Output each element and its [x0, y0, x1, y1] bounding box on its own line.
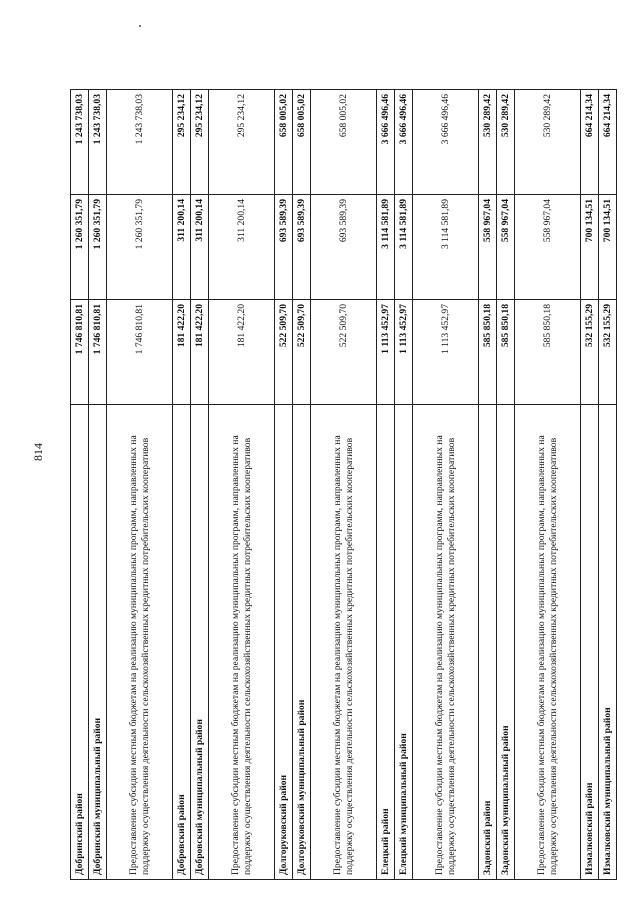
cell-name: Задонский район	[479, 405, 497, 880]
cell-value-3: 1 243 738,03	[89, 90, 107, 195]
cell-value-3: 3 666 496,46	[395, 90, 413, 195]
cell-value-3: 295 234,12	[173, 90, 191, 195]
cell-value-1: 522 509,70	[311, 300, 377, 405]
cell-value-3: 295 234,12	[209, 90, 275, 195]
cell-value-1: 181 422,20	[209, 300, 275, 405]
table-row-district	[581, 90, 599, 880]
cell-value-3: 3 666 496,46	[377, 90, 395, 195]
cell-value-3: 658 005,02	[275, 90, 293, 195]
cell-value-1: 181 422,20	[191, 300, 209, 405]
cell-value-2: 311 200,14	[191, 195, 209, 300]
table-row-district	[89, 90, 107, 880]
cell-value-3: 658 005,02	[293, 90, 311, 195]
cell-name: Елецкий район	[377, 405, 395, 880]
cell-value-3: 1 243 738,03	[71, 90, 89, 195]
table-body	[71, 90, 617, 880]
cell-value-1: 522 509,70	[293, 300, 311, 405]
cell-name: Елецкий муниципальный район	[395, 405, 413, 880]
page-number: 814	[31, 443, 45, 461]
table-row-district	[293, 90, 311, 880]
cell-name: Добровский муниципальный район	[191, 405, 209, 880]
cell-value-2: 311 200,14	[209, 195, 275, 300]
table-row-description	[515, 90, 581, 880]
cell-value-2: 693 589,39	[293, 195, 311, 300]
cell-value-1: 532 155,29	[599, 300, 617, 405]
table-row-district	[599, 90, 617, 880]
cell-value-3: 530 289,42	[515, 90, 581, 195]
cell-name: Предоставление субсидии местным бюджетам на реализацию муниципальных программ, направленных на поддержку осуществления деятельности сельскохозяйственных кредитных потребительских кооперативов	[413, 405, 479, 880]
cell-value-2: 1 260 351,79	[89, 195, 107, 300]
cell-value-1: 1 746 810,81	[89, 300, 107, 405]
table-row-district	[173, 90, 191, 880]
cell-value-2: 700 134,51	[599, 195, 617, 300]
cell-value-1: 1 746 810,81	[107, 300, 173, 405]
cell-name: Измалковский район	[581, 405, 599, 880]
table-row-district	[395, 90, 413, 880]
cell-name: Долгоруковский район	[275, 405, 293, 880]
cell-name: Предоставление субсидии местным бюджетам на реализацию муниципальных программ, направленных на поддержку осуществления деятельности сельскохозяйственных кредитных потребительских кооперативов	[107, 405, 173, 880]
table-row-district	[479, 90, 497, 880]
cell-value-3: 664 214,34	[599, 90, 617, 195]
cell-name: Добринский район	[71, 405, 89, 880]
cell-value-1: 1 113 452,97	[377, 300, 395, 405]
rotated-table-area	[70, 90, 613, 880]
cell-value-2: 558 967,04	[479, 195, 497, 300]
table-row-district	[377, 90, 395, 880]
table-row-description	[107, 90, 173, 880]
cell-value-1: 1 113 452,97	[413, 300, 479, 405]
cell-value-1: 585 850,18	[515, 300, 581, 405]
cell-name: Добровский район	[173, 405, 191, 880]
cell-value-1: 522 509,70	[275, 300, 293, 405]
cell-value-2: 3 114 581,89	[395, 195, 413, 300]
cell-value-2: 3 114 581,89	[413, 195, 479, 300]
table-row-description	[311, 90, 377, 880]
table-row-district	[191, 90, 209, 880]
budget-table	[70, 89, 617, 880]
cell-value-1: 585 850,18	[497, 300, 515, 405]
cell-value-1: 181 422,20	[173, 300, 191, 405]
cell-value-2: 1 260 351,79	[107, 195, 173, 300]
table-rotator	[70, 90, 613, 880]
cell-name: Предоставление субсидии местным бюджетам на реализацию муниципальных программ, направленных на поддержку осуществления деятельности сельскохозяйственных кредитных потребительских кооперативов	[311, 405, 377, 880]
scan-speck	[139, 25, 141, 27]
table-row-district	[275, 90, 293, 880]
cell-value-1: 532 155,29	[581, 300, 599, 405]
cell-value-3: 3 666 496,46	[413, 90, 479, 195]
table-row-description	[209, 90, 275, 880]
cell-name: Измалковский муниципальный район	[599, 405, 617, 880]
cell-value-2: 558 967,04	[497, 195, 515, 300]
cell-value-2: 3 114 581,89	[377, 195, 395, 300]
table-row-description	[413, 90, 479, 880]
cell-name: Предоставление субсидии местным бюджетам на реализацию муниципальных программ, направленных на поддержку осуществления деятельности сельскохозяйственных кредитных потребительских кооперативов	[209, 405, 275, 880]
cell-value-3: 658 005,02	[311, 90, 377, 195]
cell-value-2: 311 200,14	[173, 195, 191, 300]
cell-value-3: 295 234,12	[191, 90, 209, 195]
cell-name: Предоставление субсидии местным бюджетам на реализацию муниципальных программ, направленных на поддержку осуществления деятельности сельскохозяйственных кредитных потребительских кооперативов	[515, 405, 581, 880]
cell-value-2: 1 260 351,79	[71, 195, 89, 300]
cell-name: Долгоруковский муниципальный район	[293, 405, 311, 880]
cell-value-1: 1 113 452,97	[395, 300, 413, 405]
cell-value-2: 558 967,04	[515, 195, 581, 300]
cell-value-3: 1 243 738,03	[107, 90, 173, 195]
table-row-district	[71, 90, 89, 880]
cell-value-3: 664 214,34	[581, 90, 599, 195]
cell-value-2: 693 589,39	[275, 195, 293, 300]
table-row-district	[497, 90, 515, 880]
cell-name: Добринский муниципальный район	[89, 405, 107, 880]
cell-value-3: 530 289,42	[497, 90, 515, 195]
cell-value-2: 700 134,51	[581, 195, 599, 300]
cell-value-1: 1 746 810,81	[71, 300, 89, 405]
cell-name: Задонский муниципальный район	[497, 405, 515, 880]
cell-value-1: 585 850,18	[479, 300, 497, 405]
cell-value-3: 530 289,42	[479, 90, 497, 195]
cell-value-2: 693 589,39	[311, 195, 377, 300]
